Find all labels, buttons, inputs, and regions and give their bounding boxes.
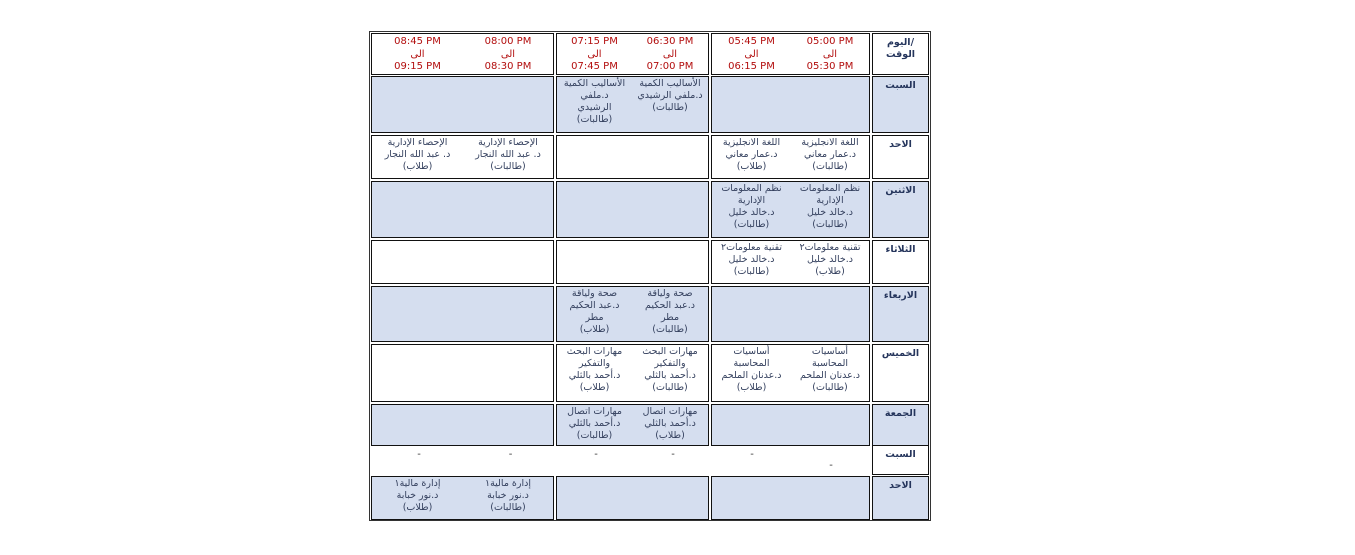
class-cell [791,477,869,519]
class-cell: - [594,449,598,460]
slot-group [371,446,870,475]
class-cell: مهارات البحث والتفكير د.أحمد بالثلي (طالبات) [642,346,698,393]
slot-group [556,344,709,402]
class-cell [463,241,553,283]
class-cell [372,287,463,341]
day-label: الاربعاء [872,286,929,342]
class-cell: اللغة الانجليزية د.عمار معاني (طلاب) [722,137,781,172]
slot-group [556,76,709,133]
time-group-2 [556,33,709,75]
class-cell [557,477,632,519]
corner-header: اليوم/ الوقت [872,33,929,75]
time-slot-3: 06:30 PM الى 07:00 PM [646,36,694,72]
slot-group [371,404,554,446]
slot-group [556,240,709,284]
slot-group [711,135,870,179]
class-cell [372,345,463,401]
day-label: الاحد [872,476,929,520]
class-cell: - [508,449,513,460]
class-cell [632,182,708,237]
class-cell: إدارة مالية١ د.نور خبابة (طالبات) [484,478,532,513]
time-slot-1: 05:00 PM الى 05:30 PM [806,36,854,72]
time-slot-4: 07:15 PM الى 07:45 PM [571,36,618,72]
time-slot-5: 08:00 PM الى 08:30 PM [484,36,532,72]
class-cell [791,405,869,445]
slot-group [371,476,554,520]
class-cell: - [417,449,421,460]
day-label: الاثنين [872,181,929,238]
class-cell: - [671,449,675,460]
day-label: الخميس [872,344,929,402]
class-cell [463,345,553,401]
class-cell: صحة ولياقة د.عبد الحكيم مطر (طالبات) [645,288,695,335]
class-cell [712,477,791,519]
day-label: الجمعة [872,404,929,446]
class-cell: مهارات اتصال د.أحمد بالثلي (طلاب) [642,406,698,441]
class-cell [712,77,791,132]
slot-group [556,476,709,520]
class-cell: صحة ولياقة د.عبد الحكيم مطر (طلاب) [569,288,620,335]
slot-group [371,135,554,179]
slot-group [711,476,870,520]
class-cell: الأساليب الكمية د.ملفي الرشيدي (طالبات) [637,78,703,113]
class-cell: اللغة الانجليزية د.عمار معاني (طالبات) [801,137,859,172]
class-cell: تقنية معلومات٢ د.خالد خليل (طلاب) [799,242,861,277]
class-cell [372,77,463,132]
time-slot-6: 08:45 PM الى 09:15 PM [394,36,441,72]
class-cell: مهارات البحث والتفكير د.أحمد بالثلي (طلاب) [566,346,623,393]
time-group-3 [371,33,554,75]
slot-group [711,344,870,402]
slot-group [711,286,870,342]
class-cell [463,287,553,341]
class-cell: أساسيات المحاسبة د.عدنان الملحم (طلاب) [721,346,782,393]
class-cell: الإحصاء الإدارية د. عبد الله النجار (طالبات) [475,137,541,172]
slot-group [711,404,870,446]
class-cell [372,241,463,283]
class-cell [463,77,553,132]
class-cell [557,241,632,283]
slot-group [556,135,709,179]
slot-group [371,240,554,284]
day-label: السبت [872,446,929,475]
slot-group [711,181,870,238]
class-cell: نظم المعلومات الإدارية د.خالد خليل (طالبات) [799,183,861,230]
slot-group [371,286,554,342]
class-cell [791,77,869,132]
class-cell [463,182,553,237]
day-label: السبت [872,76,929,133]
slot-group [371,76,554,133]
class-cell: - [750,449,754,460]
class-cell: إدارة مالية١ د.نور خبابة (طلاب) [394,478,441,513]
class-cell: مهارات اتصال د.أحمد بالثلي (طالبات) [567,406,622,441]
slot-group [556,286,709,342]
class-cell: نظم المعلومات الإدارية د.خالد خليل (طالبات) [721,183,782,230]
class-cell [372,405,463,445]
class-cell [791,287,869,341]
class-cell [557,136,632,178]
class-cell [557,182,632,237]
class-cell: أساسيات المحاسبة د.عدنان الملحم (طالبات) [799,346,861,393]
slot-group [556,404,709,446]
class-cell: - [829,460,833,471]
class-cell [712,287,791,341]
class-cell: تقنية معلومات٢ د.خالد خليل (طالبات) [720,242,783,277]
class-cell [632,136,708,178]
schedule-table [369,31,931,521]
class-cell: الأساليب الكمية د.ملفي الرشيدي (طالبات) [563,78,626,125]
class-cell: الإحصاء الإدارية د. عبد الله النجار (طلاب) [384,137,451,172]
slot-group [371,181,554,238]
day-label: الثلاثاء [872,240,929,284]
slot-group [556,181,709,238]
class-cell [712,405,791,445]
time-slot-2: 05:45 PM الى 06:15 PM [728,36,775,72]
slot-group [711,240,870,284]
day-label: الاحد [872,135,929,179]
slot-group [711,76,870,133]
class-cell [632,477,708,519]
class-cell [372,182,463,237]
class-cell [463,405,553,445]
time-group-1 [711,33,870,75]
slot-group [371,344,554,402]
class-cell [632,241,708,283]
